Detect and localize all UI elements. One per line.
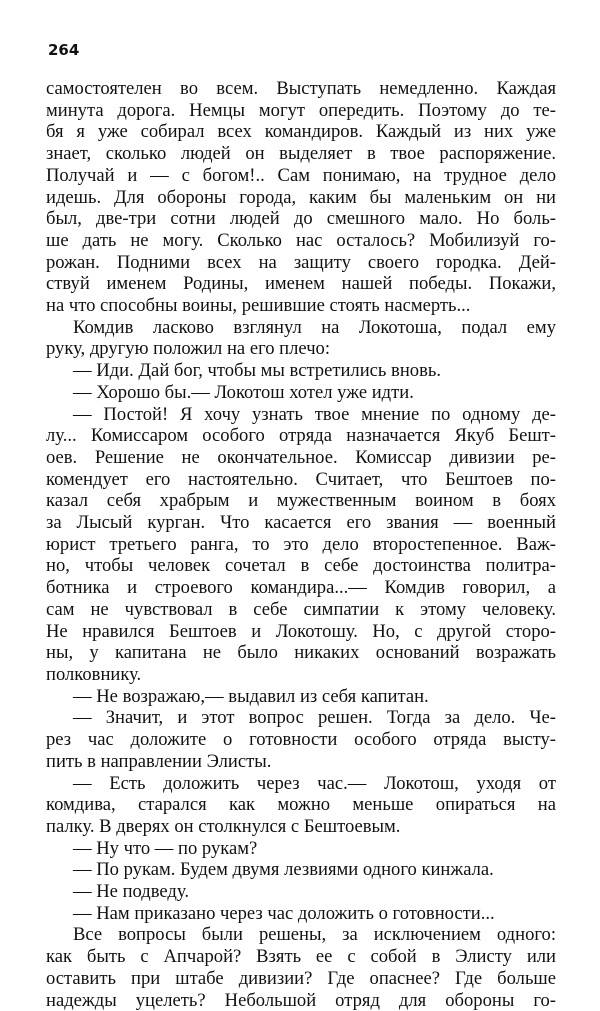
text-line: надежды уцелеть? Небольшой отряд для обороны го- bbox=[46, 989, 556, 1011]
text-line: рожан. Подними всех на защиту своего городка. Дей- bbox=[46, 251, 556, 273]
text-line: Не нравился Бештоев и Локотошу. Но, с другой сторо- bbox=[46, 620, 556, 642]
text-line: пить в направлении Элисты. bbox=[46, 750, 272, 772]
text-line: юрист третьего ранга, то это дело второстепенное. Важ- bbox=[46, 533, 556, 555]
text-line: сам не чувствовал в себе симпатии к этому человеку. bbox=[46, 598, 556, 620]
page-number: 264 bbox=[48, 41, 80, 59]
text-line: — Есть доложить через час.— Локотош, уходя от bbox=[73, 772, 556, 794]
text-line: — Нам приказано через час доложить о готовности... bbox=[73, 902, 495, 924]
text-line: но, чтобы человек сочетал в себе достоинства политра- bbox=[46, 555, 556, 577]
text-line: самостоятелен во всем. Выступать немедленно. Каждая bbox=[46, 78, 556, 99]
text-line: бя я уже собирал всех командиров. Каждый из них уже bbox=[46, 121, 556, 143]
text-line: казал себя храбрым и мужественным воином в боях bbox=[46, 490, 556, 512]
text-line: — Хорошо бы.— Локотош хотел уже идти. bbox=[73, 381, 414, 403]
text-line: как быть с Апчарой? Взять ее с собой в Элисту или bbox=[46, 946, 556, 968]
text-line: лу... Комиссаром особого отряда назначается Якуб Бешт- bbox=[46, 425, 556, 447]
text-line: оставить при штабе дивизии? Где опаснее? Где больше bbox=[46, 967, 556, 989]
text-line: — Постой! Я хочу узнать твое мнение по одному де- bbox=[73, 403, 556, 425]
text-line: на что способны воины, решившие стоять насмерть... bbox=[46, 295, 471, 317]
text-line: — Значит, и этот вопрос решен. Тогда за дело. Че- bbox=[73, 707, 556, 729]
text-line: был, две-три сотни людей до смешного мало. Но боль- bbox=[46, 208, 556, 230]
text-line: комендует его настоятельно. Считает, что Бештоев по- bbox=[46, 468, 556, 490]
text-line: — Не возражаю,— выдавил из себя капитан. bbox=[73, 685, 429, 707]
text-line: знает, сколько людей он выделяет в твое распоряжение. bbox=[46, 143, 556, 165]
text-line: ботника и строевого командира...— Комдив говорил, а bbox=[46, 577, 556, 599]
text-line: оев. Решение не окончательное. Комиссар дивизии ре- bbox=[46, 446, 556, 468]
text-line: — По рукам. Будем двумя лезвиями одного кинжала. bbox=[73, 859, 494, 881]
text-line: Все вопросы были решены, за исключением одного: bbox=[73, 924, 556, 946]
text-line: — Ну что — по рукам? bbox=[73, 837, 258, 859]
text-line: палку. В дверях он столкнулся с Бештоевым. bbox=[46, 815, 401, 837]
body-text bbox=[46, 78, 556, 1011]
text-line: полковнику. bbox=[46, 663, 142, 685]
text-line: минута дорога. Немцы могут опередить. Поэтому до те- bbox=[46, 99, 556, 121]
text-line: за Лысый курган. Что касается его звания — военный bbox=[46, 512, 556, 534]
text-line: Получай и — с богом!.. Сам понимаю, на трудное дело bbox=[46, 164, 556, 186]
text-line: рез час доложите о готовности особого отряда высту- bbox=[46, 729, 556, 751]
text-line: ны, у капитана не было никаких оснований возражать bbox=[46, 642, 556, 664]
text-line: руку, другую положил на его плечо: bbox=[46, 338, 331, 360]
text-line: — Не подведу. bbox=[73, 881, 189, 903]
text-line: идешь. Для обороны города, каким бы маленьким он ни bbox=[46, 186, 556, 208]
text-line: Комдив ласково взглянул на Локотоша, подал ему bbox=[73, 316, 556, 338]
text-line: ствуй именем Родины, именем нашей победы. Покажи, bbox=[46, 273, 556, 295]
text-line: — Иди. Дай бог, чтобы мы встретились вновь. bbox=[73, 360, 441, 382]
text-line: ше дать не могу. Сколько нас осталось? Мобилизуй го- bbox=[46, 229, 556, 251]
text-line: комдива, старался как можно меньше опираться на bbox=[46, 794, 556, 816]
